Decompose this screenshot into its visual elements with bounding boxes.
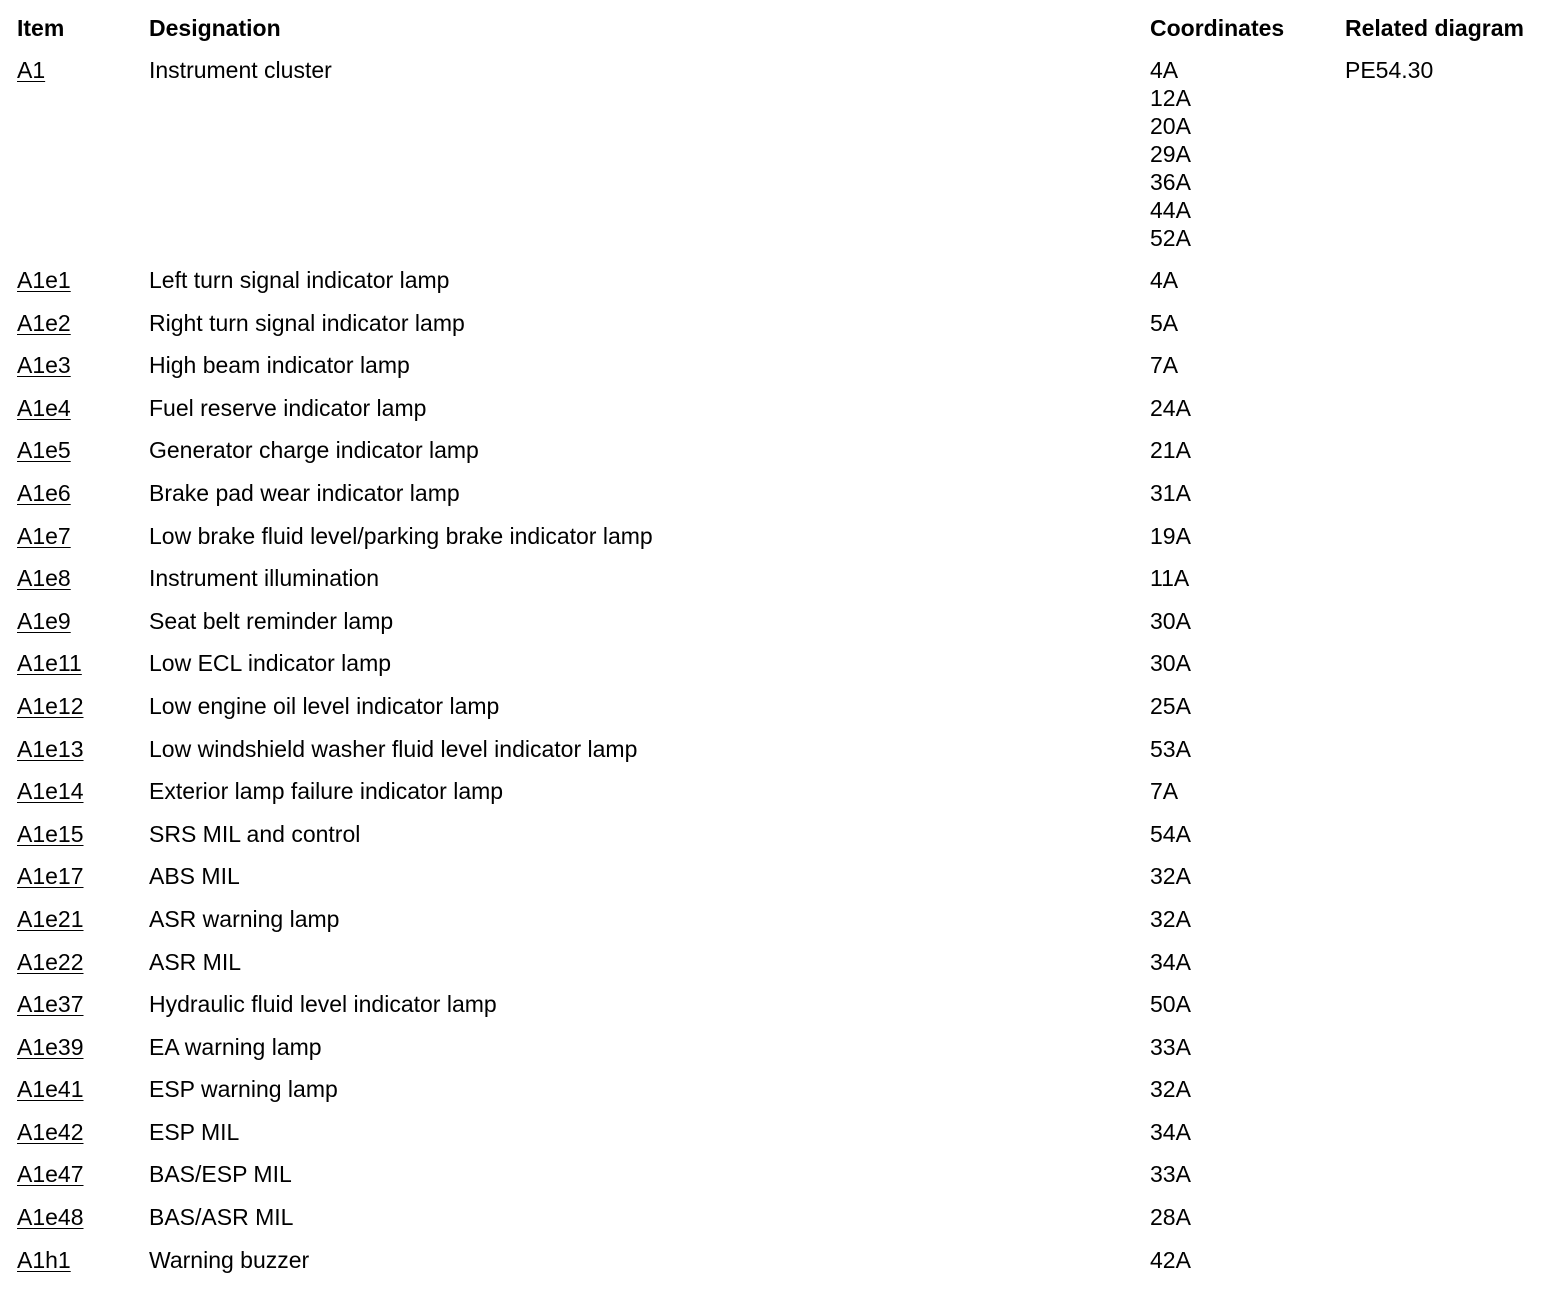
item-link[interactable]: A1e17 [17, 863, 84, 890]
coordinates-cell: 32A [1150, 905, 1191, 932]
item-link[interactable]: A1e13 [17, 735, 84, 762]
table-row [0, 1203, 1568, 1246]
coordinate-value: 44A [1150, 197, 1191, 223]
coordinates-cell: 28A [1150, 1204, 1191, 1231]
table-row [0, 777, 1568, 820]
coordinate-value: 36A [1150, 169, 1191, 195]
coordinates-cell [1150, 56, 1191, 252]
coordinates-cell: 11A [1150, 565, 1190, 592]
coordinate-value: 4A [1150, 57, 1179, 83]
item-cell [17, 1203, 84, 1231]
item-cell [17, 735, 84, 763]
item-link[interactable]: A1e1 [17, 267, 71, 293]
coordinates-cell: 30A [1150, 607, 1191, 634]
coordinates-cell: 42A [1150, 1246, 1191, 1273]
designation-cell: Generator charge indicator lamp [149, 437, 479, 464]
item-link[interactable]: A1 [17, 57, 46, 83]
item-cell [17, 394, 71, 422]
table-row [0, 820, 1568, 863]
item-link[interactable]: A1e48 [17, 1204, 84, 1231]
coordinates-cell: 31A [1150, 479, 1191, 506]
item-link[interactable]: A1e14 [17, 778, 84, 805]
coordinates-cell: 33A [1150, 1161, 1191, 1188]
item-cell [17, 990, 84, 1018]
item-cell [17, 607, 71, 635]
item-link[interactable]: A1e6 [17, 479, 71, 506]
coordinates-cell: 32A [1150, 863, 1191, 890]
header-item: Item [17, 15, 65, 41]
designation-cell: ESP MIL [149, 1118, 240, 1145]
table-row [0, 564, 1568, 607]
coordinates-cell: 33A [1150, 1033, 1191, 1060]
designation-cell: EA warning lamp [149, 1033, 322, 1060]
coordinate-value: 12A [1150, 85, 1191, 111]
item-cell [17, 522, 71, 550]
item-link[interactable]: A1e15 [17, 820, 84, 847]
coordinates-cell: 34A [1150, 948, 1191, 975]
item-link[interactable]: A1e7 [17, 522, 71, 549]
table-row [0, 649, 1568, 692]
item-cell [17, 905, 84, 933]
item-link[interactable]: A1e39 [17, 1033, 84, 1060]
table-row [0, 905, 1568, 948]
coordinates-cell: 34A [1150, 1118, 1191, 1145]
designation-cell: BAS/ESP MIL [149, 1161, 292, 1188]
table-row [0, 862, 1568, 905]
item-link[interactable]: A1e5 [17, 437, 71, 464]
item-cell [17, 436, 71, 464]
table-row [0, 436, 1568, 479]
coordinates-cell: 30A [1150, 650, 1191, 677]
header-designation: Designation [149, 15, 281, 41]
table-row [0, 990, 1568, 1033]
coordinates-cell: 5A [1150, 309, 1179, 336]
item-cell [17, 1033, 84, 1061]
coordinates-cell: 21A [1150, 437, 1191, 464]
table-row [0, 351, 1568, 394]
designation-cell: Instrument cluster [149, 57, 332, 83]
item-cell [17, 1160, 84, 1188]
table-row [0, 522, 1568, 565]
item-link[interactable]: A1e9 [17, 607, 71, 634]
item-cell [17, 1075, 84, 1103]
table-header [0, 14, 1568, 44]
table-row [0, 56, 1568, 266]
designation-cell: BAS/ASR MIL [149, 1204, 294, 1231]
coordinate-value: 29A [1150, 141, 1191, 167]
table-row [0, 266, 1568, 309]
designation-cell: Brake pad wear indicator lamp [149, 479, 460, 506]
item-cell [17, 266, 71, 294]
coordinates-cell: 54A [1150, 820, 1191, 847]
designation-cell: ESP warning lamp [149, 1076, 338, 1103]
table-row [0, 607, 1568, 650]
designation-cell: Right turn signal indicator lamp [149, 309, 465, 336]
coordinates-cell: 7A [1150, 778, 1179, 805]
item-link[interactable]: A1e4 [17, 394, 71, 421]
coordinates-cell: 25A [1150, 692, 1191, 719]
coordinates-cell: 24A [1150, 394, 1191, 421]
designation-cell: SRS MIL and control [149, 820, 361, 847]
item-cell [17, 777, 84, 805]
item-link[interactable]: A1e12 [17, 692, 84, 719]
designation-cell: Instrument illumination [149, 565, 380, 592]
designation-cell: Exterior lamp failure indicator lamp [149, 778, 504, 805]
coordinates-cell: 7A [1150, 352, 1179, 379]
item-link[interactable]: A1h1 [17, 1246, 71, 1273]
coordinates-cell: 53A [1150, 735, 1191, 762]
header-coordinates: Coordinates [1150, 15, 1285, 41]
coordinate-value: 52A [1150, 225, 1191, 251]
coordinates-cell: 4A [1150, 267, 1179, 293]
table-row [0, 394, 1568, 437]
designation-cell: Warning buzzer [149, 1246, 310, 1273]
item-link[interactable]: A1e47 [17, 1161, 84, 1188]
designation-cell: High beam indicator lamp [149, 352, 410, 379]
item-cell [17, 820, 84, 848]
item-link[interactable]: A1e41 [17, 1076, 84, 1103]
designation-cell: Low engine oil level indicator lamp [149, 692, 500, 719]
table-row [0, 1160, 1568, 1203]
designation-cell: Low ECL indicator lamp [149, 650, 392, 677]
designation-cell: ASR warning lamp [149, 905, 340, 932]
item-link[interactable]: A1e8 [17, 565, 71, 592]
coordinate-value: 20A [1150, 113, 1191, 139]
item-cell [17, 309, 71, 337]
designation-cell: Hydraulic fluid level indicator lamp [149, 991, 497, 1018]
item-cell [17, 564, 71, 592]
header-related-diagram: Related diagram [1345, 15, 1524, 41]
item-cell [17, 479, 71, 507]
item-cell [17, 56, 45, 84]
designation-cell: ASR MIL [149, 948, 242, 975]
item-cell [17, 692, 84, 720]
table-body [0, 56, 1568, 1288]
table-row [0, 1118, 1568, 1161]
table-row [0, 1033, 1568, 1076]
item-cell [17, 1246, 71, 1274]
coordinates-cell: 50A [1150, 991, 1191, 1018]
designation-cell: Seat belt reminder lamp [149, 607, 394, 634]
item-link[interactable]: A1e11 [17, 650, 82, 677]
table-row [0, 1246, 1568, 1289]
item-link[interactable]: A1e3 [17, 352, 71, 379]
item-link[interactable]: A1e37 [17, 991, 84, 1018]
designation-cell: Fuel reserve indicator lamp [149, 394, 427, 421]
item-cell [17, 948, 84, 976]
item-link[interactable]: A1e42 [17, 1118, 84, 1145]
item-cell [17, 862, 84, 890]
designation-cell: Left turn signal indicator lamp [149, 267, 450, 293]
table-row [0, 692, 1568, 735]
item-link[interactable]: A1e2 [17, 309, 71, 336]
item-cell [17, 649, 82, 677]
item-cell [17, 351, 71, 379]
table-row [0, 479, 1568, 522]
item-cell [17, 1118, 84, 1146]
item-link[interactable]: A1e21 [17, 905, 84, 932]
related-diagram-cell: PE54.30 [1345, 57, 1434, 83]
table-row [0, 948, 1568, 991]
coordinates-cell: 19A [1150, 522, 1191, 549]
designation-cell: ABS MIL [149, 863, 240, 890]
item-link[interactable]: A1e22 [17, 948, 84, 975]
designation-cell: Low brake fluid level/parking brake indicator lamp [149, 522, 653, 549]
coordinates-cell: 32A [1150, 1076, 1191, 1103]
table-row [0, 309, 1568, 352]
table-row [0, 735, 1568, 778]
designation-cell: Low windshield washer fluid level indicator lamp [149, 735, 638, 762]
table-row [0, 1075, 1568, 1118]
